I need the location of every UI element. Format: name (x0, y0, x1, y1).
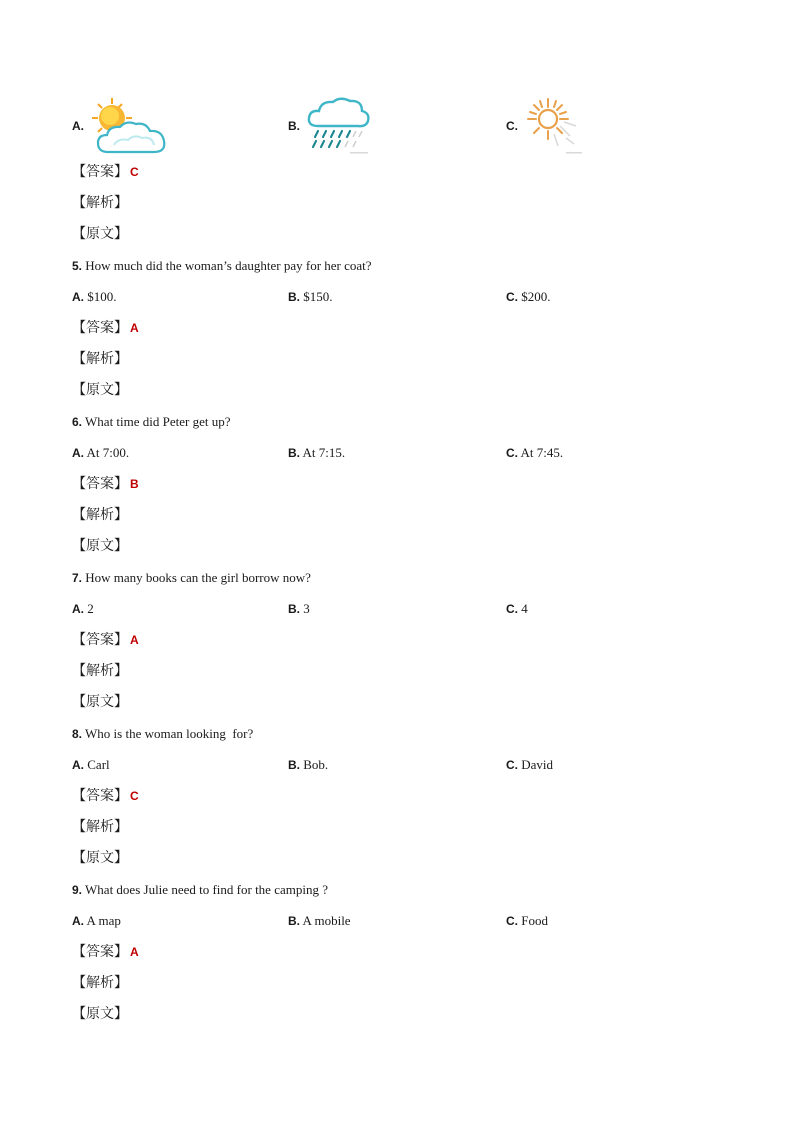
question-number: 7. (72, 571, 83, 585)
question-6 (72, 414, 231, 430)
answer-row (72, 787, 139, 805)
original-text-label: 【原文】 (72, 850, 128, 866)
question-text: How many books can the girl borrow now? (85, 570, 311, 585)
answer-row (72, 475, 139, 493)
question-number: 5. (72, 259, 83, 273)
option-letter: C. (506, 290, 518, 304)
sun-icon (520, 96, 586, 158)
analysis-label: 【解析】 (72, 663, 128, 679)
original-text-label: 【原文】 (72, 1006, 128, 1022)
original-text-label: 【原文】 (72, 226, 128, 242)
option-c (506, 445, 563, 461)
original-text-label: 【原文】 (72, 538, 128, 554)
option-letter: A. (72, 446, 84, 460)
option-c (506, 601, 528, 617)
option-text: Carl (87, 757, 110, 772)
analysis-label: 【解析】 (72, 975, 128, 991)
option-letter: B. (288, 446, 300, 460)
option-letter: A. (72, 119, 84, 133)
question-text: How much did the woman’s daughter pay for her coat? (85, 258, 372, 273)
option-a (72, 913, 121, 929)
option-letter: A. (72, 758, 84, 772)
option-letter: B. (288, 119, 300, 133)
option-text: David (521, 757, 554, 772)
answer-value: A (130, 633, 139, 647)
option-text: $100. (87, 289, 117, 304)
option-text: Bob. (303, 757, 329, 772)
answer-value: C (130, 165, 139, 179)
original-text-label: 【原文】 (72, 694, 128, 710)
option-text: 4 (521, 601, 528, 616)
option-letter: B. (288, 758, 300, 772)
option-a (72, 757, 110, 773)
original-text-label: 【原文】 (72, 382, 128, 398)
question-number: 9. (72, 883, 83, 897)
option-letter: C. (506, 119, 518, 133)
option-text: $200. (521, 289, 551, 304)
answer-value: A (130, 945, 139, 959)
question-text: What does Julie need to find for the camping ? (85, 882, 328, 897)
option-text: A mobile (302, 913, 351, 928)
option-letter: C. (506, 446, 518, 460)
answer-label: 【答案】 (72, 476, 128, 492)
option-c (506, 913, 548, 929)
option-b (288, 757, 328, 773)
answer-value: A (130, 321, 139, 335)
answer-row (72, 319, 139, 337)
analysis-label: 【解析】 (72, 195, 128, 211)
answer-label: 【答案】 (72, 944, 128, 960)
answer-row (72, 631, 139, 649)
option-b (288, 913, 351, 929)
option-letter: B. (288, 602, 300, 616)
answer-label: 【答案】 (72, 164, 128, 180)
answer-label: 【答案】 (72, 632, 128, 648)
answer-label: 【答案】 (72, 788, 128, 804)
option-text: At 7:15. (302, 445, 346, 460)
option-text: At 7:45. (520, 445, 564, 460)
option-a (72, 601, 94, 617)
option-letter: A. (72, 914, 84, 928)
option-a (72, 289, 117, 305)
rain-cloud-icon (306, 96, 372, 158)
option-c (506, 289, 551, 305)
question-text: Who is the woman looking for? (85, 726, 254, 741)
option-letter: C. (506, 758, 518, 772)
option-a (72, 445, 129, 461)
option-text: $150. (303, 289, 333, 304)
question-7 (72, 570, 311, 586)
question-number: 6. (72, 415, 83, 429)
option-c (506, 757, 553, 773)
answer-row (72, 163, 139, 181)
option-text: 3 (303, 601, 310, 616)
option-letter: A. (72, 290, 84, 304)
question-9 (72, 882, 328, 898)
option-text: A map (86, 913, 121, 928)
option-letter: B. (288, 914, 300, 928)
answer-label: 【答案】 (72, 320, 128, 336)
option-text: At 7:00. (86, 445, 130, 460)
analysis-label: 【解析】 (72, 351, 128, 367)
option-text: 2 (87, 601, 94, 616)
answer-value: C (130, 789, 139, 803)
question-number: 8. (72, 727, 83, 741)
option-b (288, 445, 345, 461)
option-letter: B. (288, 290, 300, 304)
option-text: Food (521, 913, 548, 928)
option-letter: C. (506, 914, 518, 928)
option-b (288, 289, 333, 305)
sun-behind-cloud-icon (88, 96, 172, 158)
question-text: What time did Peter get up? (85, 414, 231, 429)
question-8 (72, 726, 253, 742)
analysis-label: 【解析】 (72, 819, 128, 835)
question-5 (72, 258, 372, 274)
option-b (288, 601, 310, 617)
option-letter: C. (506, 602, 518, 616)
answer-row (72, 943, 139, 961)
answer-value: B (130, 477, 139, 491)
option-letter: A. (72, 602, 84, 616)
analysis-label: 【解析】 (72, 507, 128, 523)
